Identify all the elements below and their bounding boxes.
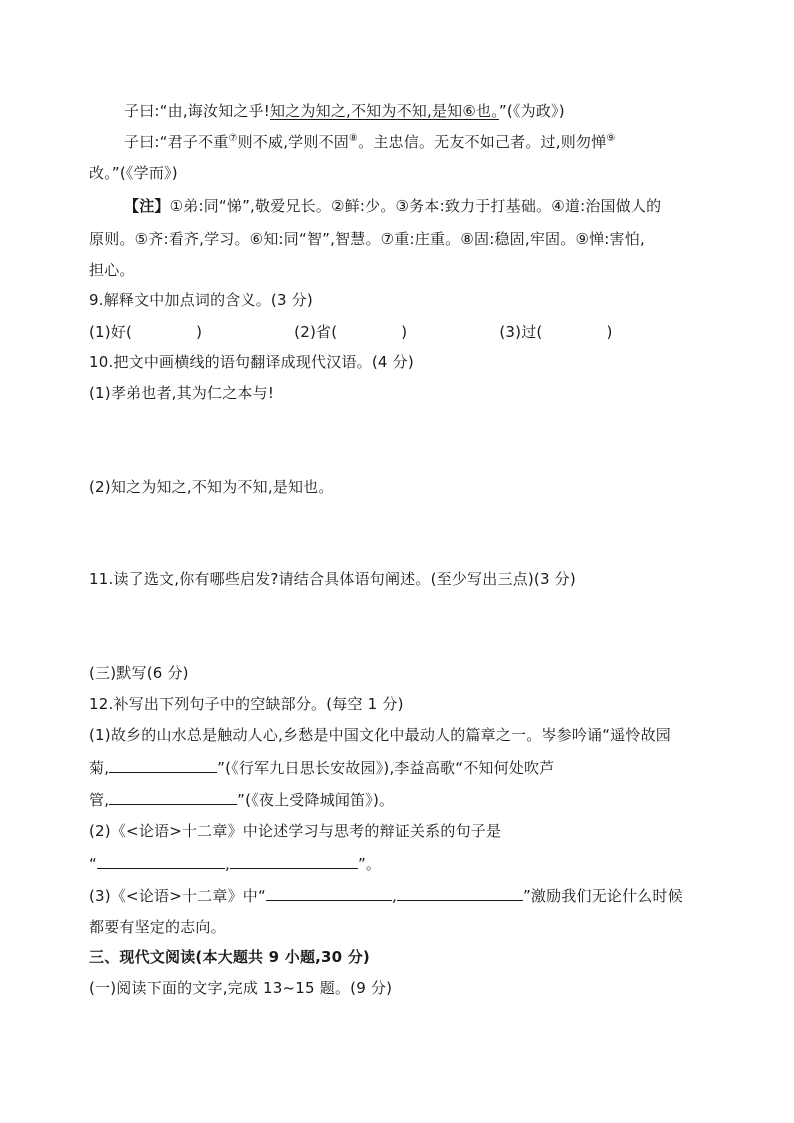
question-12-part-1-line-2 <box>89 757 554 779</box>
question-12-part-1-line-3 <box>89 789 394 811</box>
question-11-stem: 11.读了选文,你有哪些启发?请结合具体语句阐述。(至少写出三点)(3 分) <box>89 570 576 588</box>
underlined-sentence-end: 也。 <box>476 102 499 120</box>
part-3-subsection-title: (一)阅读下面的文字,完成 13~15 题。(9 分) <box>89 979 393 997</box>
question-12-part-1-line-1: (1)故乡的山水总是触动人心,乡愁是中国文化中最动人的篇章之一。岑参吟诵“遥怜故园 <box>89 726 671 744</box>
classic-passage-2 <box>124 131 616 153</box>
comma: , <box>391 887 397 905</box>
open-quote: “ <box>89 855 97 873</box>
question-12-part-2-line-2 <box>89 853 381 875</box>
question-10-stem: 10.把文中画横线的语句翻译成现代汉语。(4 分) <box>89 353 414 371</box>
item-1-label: (1)好( <box>89 323 133 341</box>
blank-prefix: 管, <box>89 791 110 809</box>
blank-suffix: ”(《行军九日思长安故园》),李益高歌“不知何处吹芦 <box>217 759 555 777</box>
item-3-label: (3)过( <box>499 323 543 341</box>
source-citation: ”(《为政》) <box>498 102 565 120</box>
notes-text: ①弟:同“悌”,敬爱兄长。②鲜:少。③务本:致力于打基础。④道:治国做人的 <box>169 197 662 215</box>
part-3-title: 三、现代文阅读(本大题共 9 小题,30 分) <box>89 948 370 966</box>
notes-line-2: 原则。⑤齐:看齐,学习。⑥知:同“智”,智慧。⑦重:庄重。⑧固:稳固,牢固。⑨惮:害怕, <box>89 230 645 248</box>
note-mark: ⑧ <box>348 133 359 144</box>
blank-prefix: 菊, <box>89 759 110 777</box>
note-mark: ⑨ <box>606 133 616 144</box>
item-1-close: ) <box>196 323 203 341</box>
item-3-close: ) <box>606 323 613 341</box>
underlined-sentence: 知之为知之,不知为不知,是知 <box>270 102 463 120</box>
classic-passage-2-end: 改。”(《学而》) <box>89 164 178 182</box>
comma: , <box>224 855 230 873</box>
passage-text: 子曰:“由,诲汝知之乎! <box>124 102 271 120</box>
notes-line-1 <box>124 195 661 217</box>
section-dictation-title: (三)默写(6 分) <box>89 664 189 682</box>
close-quote: ”。 <box>357 855 382 873</box>
item-2-label: (2)省( <box>294 323 338 341</box>
question-12-part-2-line-1: (2)《<论语>十二章》中论述学习与思考的辩证关系的句子是 <box>89 822 502 840</box>
note-mark: ⑥ <box>462 102 477 120</box>
answer-blank[interactable] <box>109 758 217 773</box>
blank-prefix: (3)《<论语>十二章》中“ <box>89 887 266 905</box>
classic-passage-1 <box>124 100 565 122</box>
passage-text: 子曰:“君子不重 <box>124 133 229 151</box>
notes-line-3: 担心。 <box>89 261 135 279</box>
answer-blank[interactable] <box>266 886 392 901</box>
blank-suffix: ”激励我们无论什么时候 <box>522 887 683 905</box>
question-9-items <box>89 321 613 343</box>
answer-blank[interactable] <box>230 854 358 869</box>
notes-label: 【注】 <box>124 197 170 215</box>
blank-suffix: ”(《夜上受降城闻笛》)。 <box>237 791 395 809</box>
question-9-stem: 9.解释文中加点词的含义。(3 分) <box>89 291 313 309</box>
note-mark: ⑦ <box>228 133 238 144</box>
question-10-sentence-2: (2)知之为知之,不知为不知,是知也。 <box>89 478 334 496</box>
item-2-close: ) <box>401 323 408 341</box>
answer-blank[interactable] <box>97 854 225 869</box>
answer-blank[interactable] <box>397 886 523 901</box>
question-10-sentence-1: (1)孝弟也者,其为仁之本与! <box>89 384 275 402</box>
passage-text: 。主忠信。无友不如己者。过,则勿惮 <box>358 133 607 151</box>
question-12-stem: 12.补写出下列句子中的空缺部分。(每空 1 分) <box>89 695 404 713</box>
question-12-part-3-line-1 <box>89 885 683 907</box>
passage-text: 则不威,学则不固 <box>237 133 349 151</box>
question-12-part-3-line-2: 都要有坚定的志向。 <box>89 918 226 936</box>
answer-blank[interactable] <box>109 790 237 805</box>
